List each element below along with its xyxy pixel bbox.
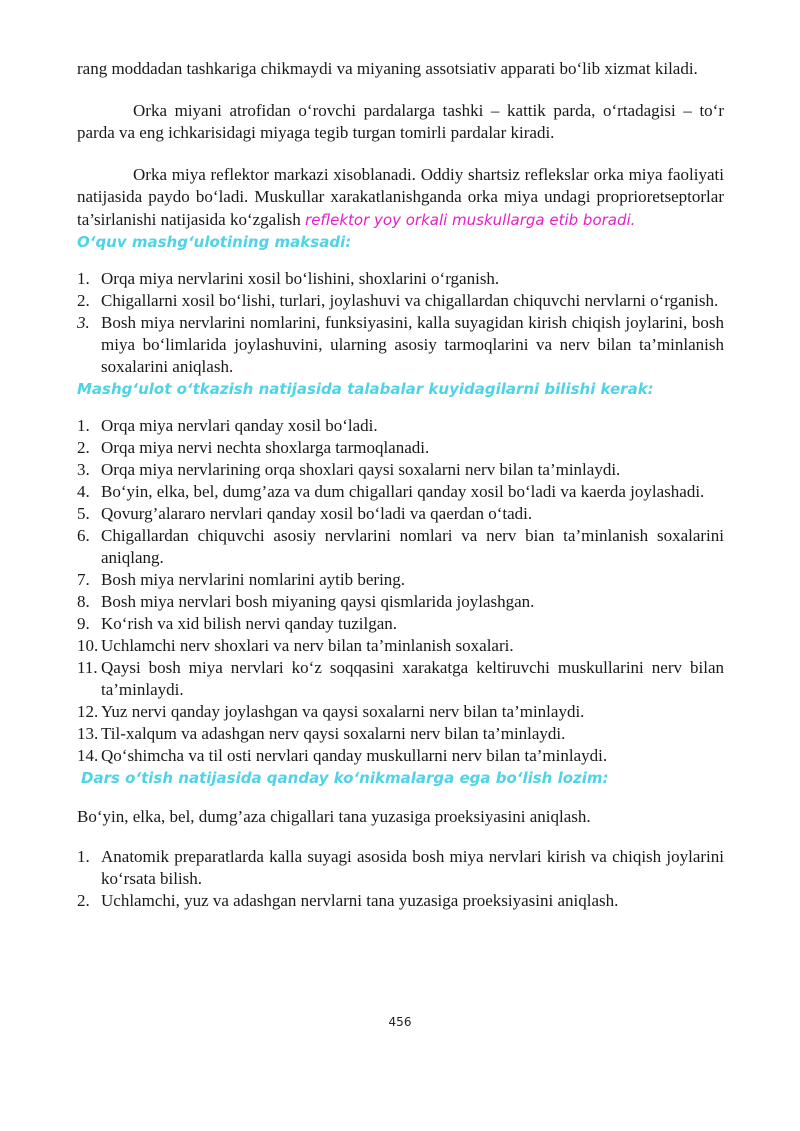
list-item bbox=[77, 745, 724, 767]
list-item bbox=[77, 437, 724, 459]
list-item-text: Orqa miya nervlarini xosil bo‘lishini, shoxlarini o‘rganish. bbox=[101, 269, 500, 288]
aim-list bbox=[77, 268, 724, 378]
list-item-number: 1. bbox=[77, 269, 90, 288]
list-item bbox=[77, 657, 724, 701]
list-item-number: 7. bbox=[77, 570, 90, 589]
skills-list bbox=[77, 846, 724, 912]
list-item-text: Chigallardan chiquvchi asosiy nervlarini nomlari va nerv bian ta’minlanish soxalarini aniqlang. bbox=[101, 526, 724, 567]
list-item bbox=[77, 503, 724, 525]
list-item bbox=[77, 415, 724, 437]
document-page bbox=[77, 58, 724, 912]
list-item-number: 1. bbox=[77, 846, 90, 866]
paragraph-reflex-text: Orka miya reflektor markazi xisoblanadi. Oddiy shartsiz reflekslar orka miya faoliyati natijasida paydo bo‘ladi. Muskullar xarakatlanishganda orka miya undagi proprioretseptorlar ta’sirlanishi natijasida ko‘zgalish bbox=[77, 164, 724, 229]
list-item-text: Bosh miya nervlarini nomlarini, funksiyasini, kalla suyagidan kirish chiqish joylarini, bosh miya bo‘limlarida joylashuvini, ularning asosiy tarmoqlarini va nerv bilan ta’minlanish soxalarini aniqlash. bbox=[101, 313, 724, 376]
list-item bbox=[77, 268, 724, 290]
list-item-text: Orqa miya nervi nechta shoxlarga tarmoqlanadi. bbox=[101, 438, 430, 457]
list-item-number: 4. bbox=[77, 482, 90, 501]
list-item bbox=[77, 635, 724, 657]
list-item bbox=[77, 846, 724, 890]
list-item-text: Bosh miya nervlarini nomlarini aytib bering. bbox=[101, 570, 406, 589]
list-item bbox=[77, 569, 724, 591]
list-item bbox=[77, 723, 724, 745]
list-item-number: 3. bbox=[77, 313, 90, 332]
list-item bbox=[77, 290, 724, 312]
list-item bbox=[77, 312, 724, 378]
list-item bbox=[77, 890, 724, 912]
list-item bbox=[77, 525, 724, 569]
list-item-text: Bo‘yin, elka, bel, dumg’aza va dum chigallari qanday xosil bo‘ladi va kaerda joylashadi. bbox=[101, 482, 705, 501]
list-item bbox=[77, 613, 724, 635]
list-item bbox=[77, 481, 724, 503]
list-item-number: 10. bbox=[77, 636, 99, 655]
list-item bbox=[77, 701, 724, 723]
page-number: 456 bbox=[388, 1015, 412, 1029]
list-item-number: 6. bbox=[77, 526, 90, 545]
list-item-text: Qaysi bosh miya nervlari ko‘z soqqasini xarakatga keltiruvchi muskullarini nerv bilan ta’minlaydi. bbox=[101, 658, 724, 699]
list-item-number: 1. bbox=[77, 416, 90, 435]
paragraph-intro: rang moddadan tashkariga chikmaydi va miyaning assotsiativ apparati bo‘lib xizmat kiladi. bbox=[77, 59, 698, 78]
paragraph-skills-intro: Bo‘yin, elka, bel, dumg’aza chigallari tana yuzasiga proeksiyasini aniqlash. bbox=[77, 807, 591, 826]
list-item bbox=[77, 591, 724, 613]
list-item-number: 2. bbox=[77, 438, 90, 457]
list-item-number: 5. bbox=[77, 504, 90, 523]
list-item bbox=[77, 459, 724, 481]
list-item-text: Qo‘shimcha va til osti nervlari qanday muskullarni nerv bilan ta’minlaydi. bbox=[101, 746, 608, 765]
list-item-number: 9. bbox=[77, 614, 90, 633]
list-item-number: 11. bbox=[77, 658, 98, 677]
list-item-text: Yuz nervi qanday joylashgan va qaysi soxalarni nerv bilan ta’minlaydi. bbox=[101, 702, 585, 721]
list-item-number: 3. bbox=[77, 460, 90, 479]
list-item-text: Ko‘rish va xid bilish nervi qanday tuzilgan. bbox=[101, 614, 398, 633]
list-item-number: 12. bbox=[77, 702, 99, 721]
list-item-text: Anatomik preparatlarda kalla suyagi asosida bosh miya nervlari kirish va chiqish joylarini ko‘rsata bilish. bbox=[101, 846, 724, 888]
list-item-text: Uchlamchi, yuz va adashgan nervlarni tana yuzasiga proeksiyasini aniqlash. bbox=[101, 890, 619, 910]
paragraph-meninges: Orka miyani atrofidan o‘rovchi pardalarga tashki – kattik parda, o‘rtadagisi – to‘r parda va eng ichkarisidagi miyaga tegib turgan tomirli pardalar kiradi. bbox=[77, 100, 724, 142]
know-list bbox=[77, 415, 724, 767]
list-item-text: Bosh miya nervlari bosh miyaning qaysi qismlarida joylashgan. bbox=[101, 592, 535, 611]
list-item-text: Qovurg’alararo nervlari qanday xosil bo‘ladi va qaerdan o‘tadi. bbox=[101, 504, 533, 523]
paragraph-reflex bbox=[77, 164, 724, 232]
list-item-number: 8. bbox=[77, 592, 90, 611]
list-item-text: Til-xalqum va adashgan nerv qaysi soxalarni nerv bilan ta’minlaydi. bbox=[101, 724, 566, 743]
list-item-number: 13. bbox=[77, 724, 99, 743]
heading-skills: Dars o‘tish natijasida qanday ko‘nikmalarga ega bo‘lish lozim: bbox=[81, 769, 609, 787]
list-item-number: 2. bbox=[77, 890, 90, 910]
list-item-text: Uchlamchi nerv shoxlari va nerv bilan ta’minlanish soxalari. bbox=[101, 636, 514, 655]
list-item-number: 14. bbox=[77, 746, 99, 765]
list-item-text: Chigallarni xosil bo‘lishi, turlari, joylashuvi va chigallardan chiquvchi nervlarni o‘rganish. bbox=[101, 291, 719, 310]
list-item-text: Orqa miya nervlarining orqa shoxlari qaysi soxalarni nerv bilan ta’minlaydi. bbox=[101, 460, 621, 479]
list-item-number: 2. bbox=[77, 291, 90, 310]
heading-lesson-aim: O‘quv mashg‘ulotining maksadi: bbox=[77, 233, 352, 251]
paragraph-reflex-highlight: reflektor yoy orkali muskullarga etib boradi. bbox=[305, 210, 636, 229]
list-item-text: Orqa miya nervlari qanday xosil bo‘ladi. bbox=[101, 416, 378, 435]
heading-students-should-know: Mashg‘ulot o‘tkazish natijasida talabalar kuyidagilarni bilishi kerak: bbox=[77, 380, 654, 398]
